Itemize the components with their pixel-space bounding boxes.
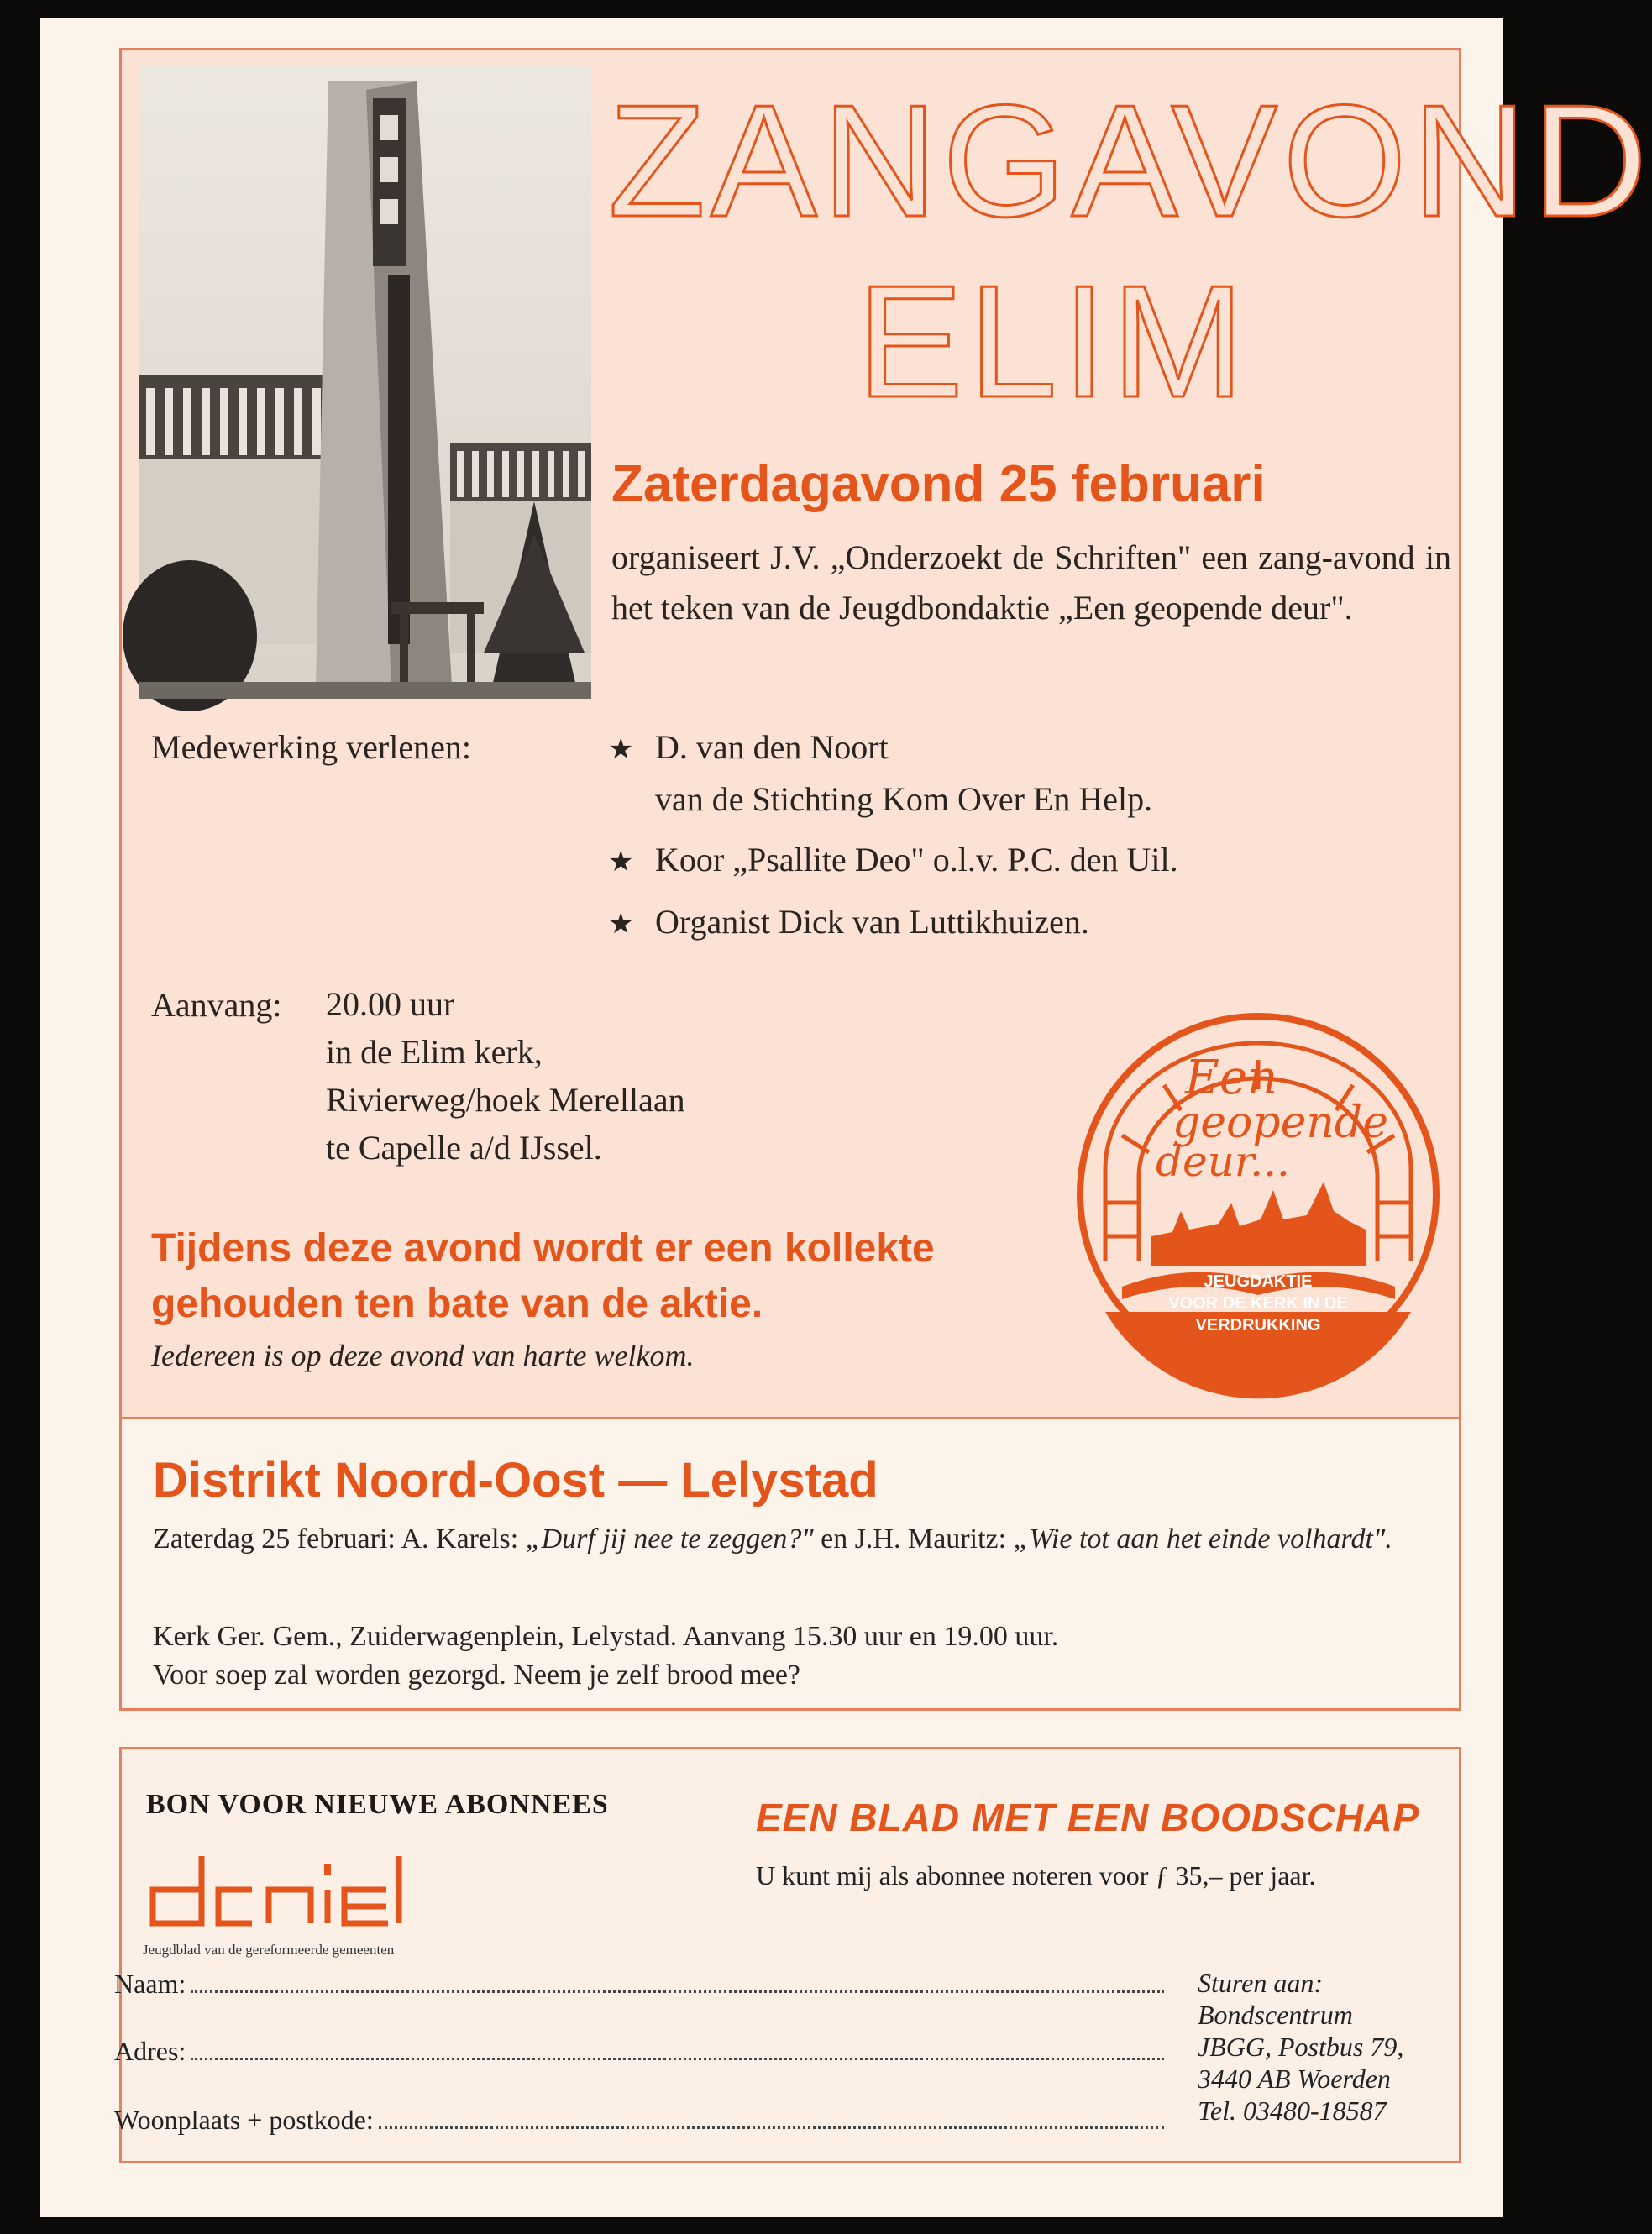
logo-script-geopende: geopende xyxy=(1172,1098,1388,1148)
city-field-row[interactable] xyxy=(114,2105,1164,2136)
slogan: EEN BLAD MET EEN BOODSCHAP xyxy=(756,1796,1420,1839)
start-city: te Capelle a/d IJssel. xyxy=(326,1129,602,1167)
start-label: Aanvang: xyxy=(151,986,282,1024)
daniel-logo xyxy=(143,1839,420,1940)
city-field-line[interactable] xyxy=(379,2126,1164,2129)
city-field-label: Woonplaats + postkode: xyxy=(114,2105,374,2135)
name-field-row[interactable] xyxy=(114,1969,1164,2000)
church-photo xyxy=(139,65,591,699)
name-field-line[interactable] xyxy=(191,1990,1164,1993)
start-time: 20.00 uur xyxy=(326,985,455,1023)
logo-script-deur: deur... xyxy=(1156,1137,1290,1186)
star-icon: ★ xyxy=(608,907,634,941)
district-line3: Voor soep zal worden gezorgd. Neem je zelf brood mee? xyxy=(153,1660,801,1691)
address-field-row[interactable] xyxy=(114,2036,1164,2067)
contributor-item: ★ Koor „Psallite Deo" o.l.v. P.C. den Uil. xyxy=(608,835,1448,887)
coupon-heading: BON VOOR NIEUWE ABONNEES xyxy=(146,1789,609,1820)
subscription-text: U kunt mij als abonnee noteren voor ƒ 35,– per jaar. xyxy=(756,1860,1316,1891)
contributors-label: Medewerking verlenen: xyxy=(151,728,471,766)
address-field-label: Adres: xyxy=(114,2036,186,2066)
contributors-list xyxy=(608,722,1448,949)
send-line: Bondscentrum xyxy=(1198,2000,1353,2030)
logo-banner-line1: JEUGDAKTIE xyxy=(1204,1272,1313,1291)
address-field-line[interactable] xyxy=(191,2058,1164,2060)
district-heading: Distrikt Noord-Oost — Lelystad xyxy=(153,1453,878,1508)
daniel-wordmark: daniel xyxy=(143,1839,145,1840)
star-icon: ★ xyxy=(608,732,634,766)
intro-text: organiseert J.V. „Onderzoekt de Schriften" een zang-avond in het teken van de Jeugdbondaktie „Een geopende deur". xyxy=(611,538,1451,627)
geopende-deur-logo xyxy=(1072,1009,1445,1379)
contributor-item: ★ Organist Dick van Luttikhuizen. xyxy=(608,897,1448,949)
contributor-item-sub: van de Stichting Kom Over En Help. xyxy=(655,780,1153,818)
title-zangavond: ZANGAVOND xyxy=(608,72,1652,250)
name-field-label: Naam: xyxy=(114,1969,186,1999)
send-address xyxy=(1198,1967,1403,2126)
district-line1: Zaterdag 25 februari: A. Karels: „Durf jij nee te zeggen?" en J.H. Mauritz: „Wie tot aan het einde volhardt". xyxy=(153,1523,1392,1555)
send-label: Sturen aan: xyxy=(1198,1968,1324,1998)
start-details xyxy=(326,980,685,1172)
send-line: Tel. 03480-18587 xyxy=(1198,2095,1387,2126)
logo-banner-line3: VERDRUKKING xyxy=(1195,1316,1321,1335)
start-venue: in de Elim kerk, xyxy=(326,1033,543,1071)
flyer-page xyxy=(40,18,1652,2217)
date-heading: Zaterdagavond 25 februari xyxy=(611,455,1266,513)
contributor-item: ★ D. van den Noort xyxy=(608,722,1448,774)
logo-banner-line2: VOOR DE KERK IN DE xyxy=(1168,1294,1348,1313)
send-line: 3440 AB Woerden xyxy=(1198,2064,1391,2094)
welcome-text: Iedereen is op deze avond van harte welkom. xyxy=(151,1339,695,1372)
district-line2: Kerk Ger. Gem., Zuiderwagenplein, Lelystad. Aanvang 15.30 uur en 19.00 uur. xyxy=(153,1621,1059,1652)
start-street: Rivierweg/hoek Merellaan xyxy=(326,1081,685,1119)
star-icon: ★ xyxy=(608,845,634,878)
daniel-subtitle: Jeugdblad van de gereformeerde gemeenten xyxy=(143,1942,395,1958)
title-elim: ELIM xyxy=(857,253,1250,431)
send-line: JBGG, Postbus 79, xyxy=(1198,2032,1404,2062)
collection-text: Tijdens deze avond wordt er een kollekte gehouden ten bate van de aktie. xyxy=(151,1226,935,1326)
logo-script-een: Een xyxy=(1185,1051,1278,1105)
